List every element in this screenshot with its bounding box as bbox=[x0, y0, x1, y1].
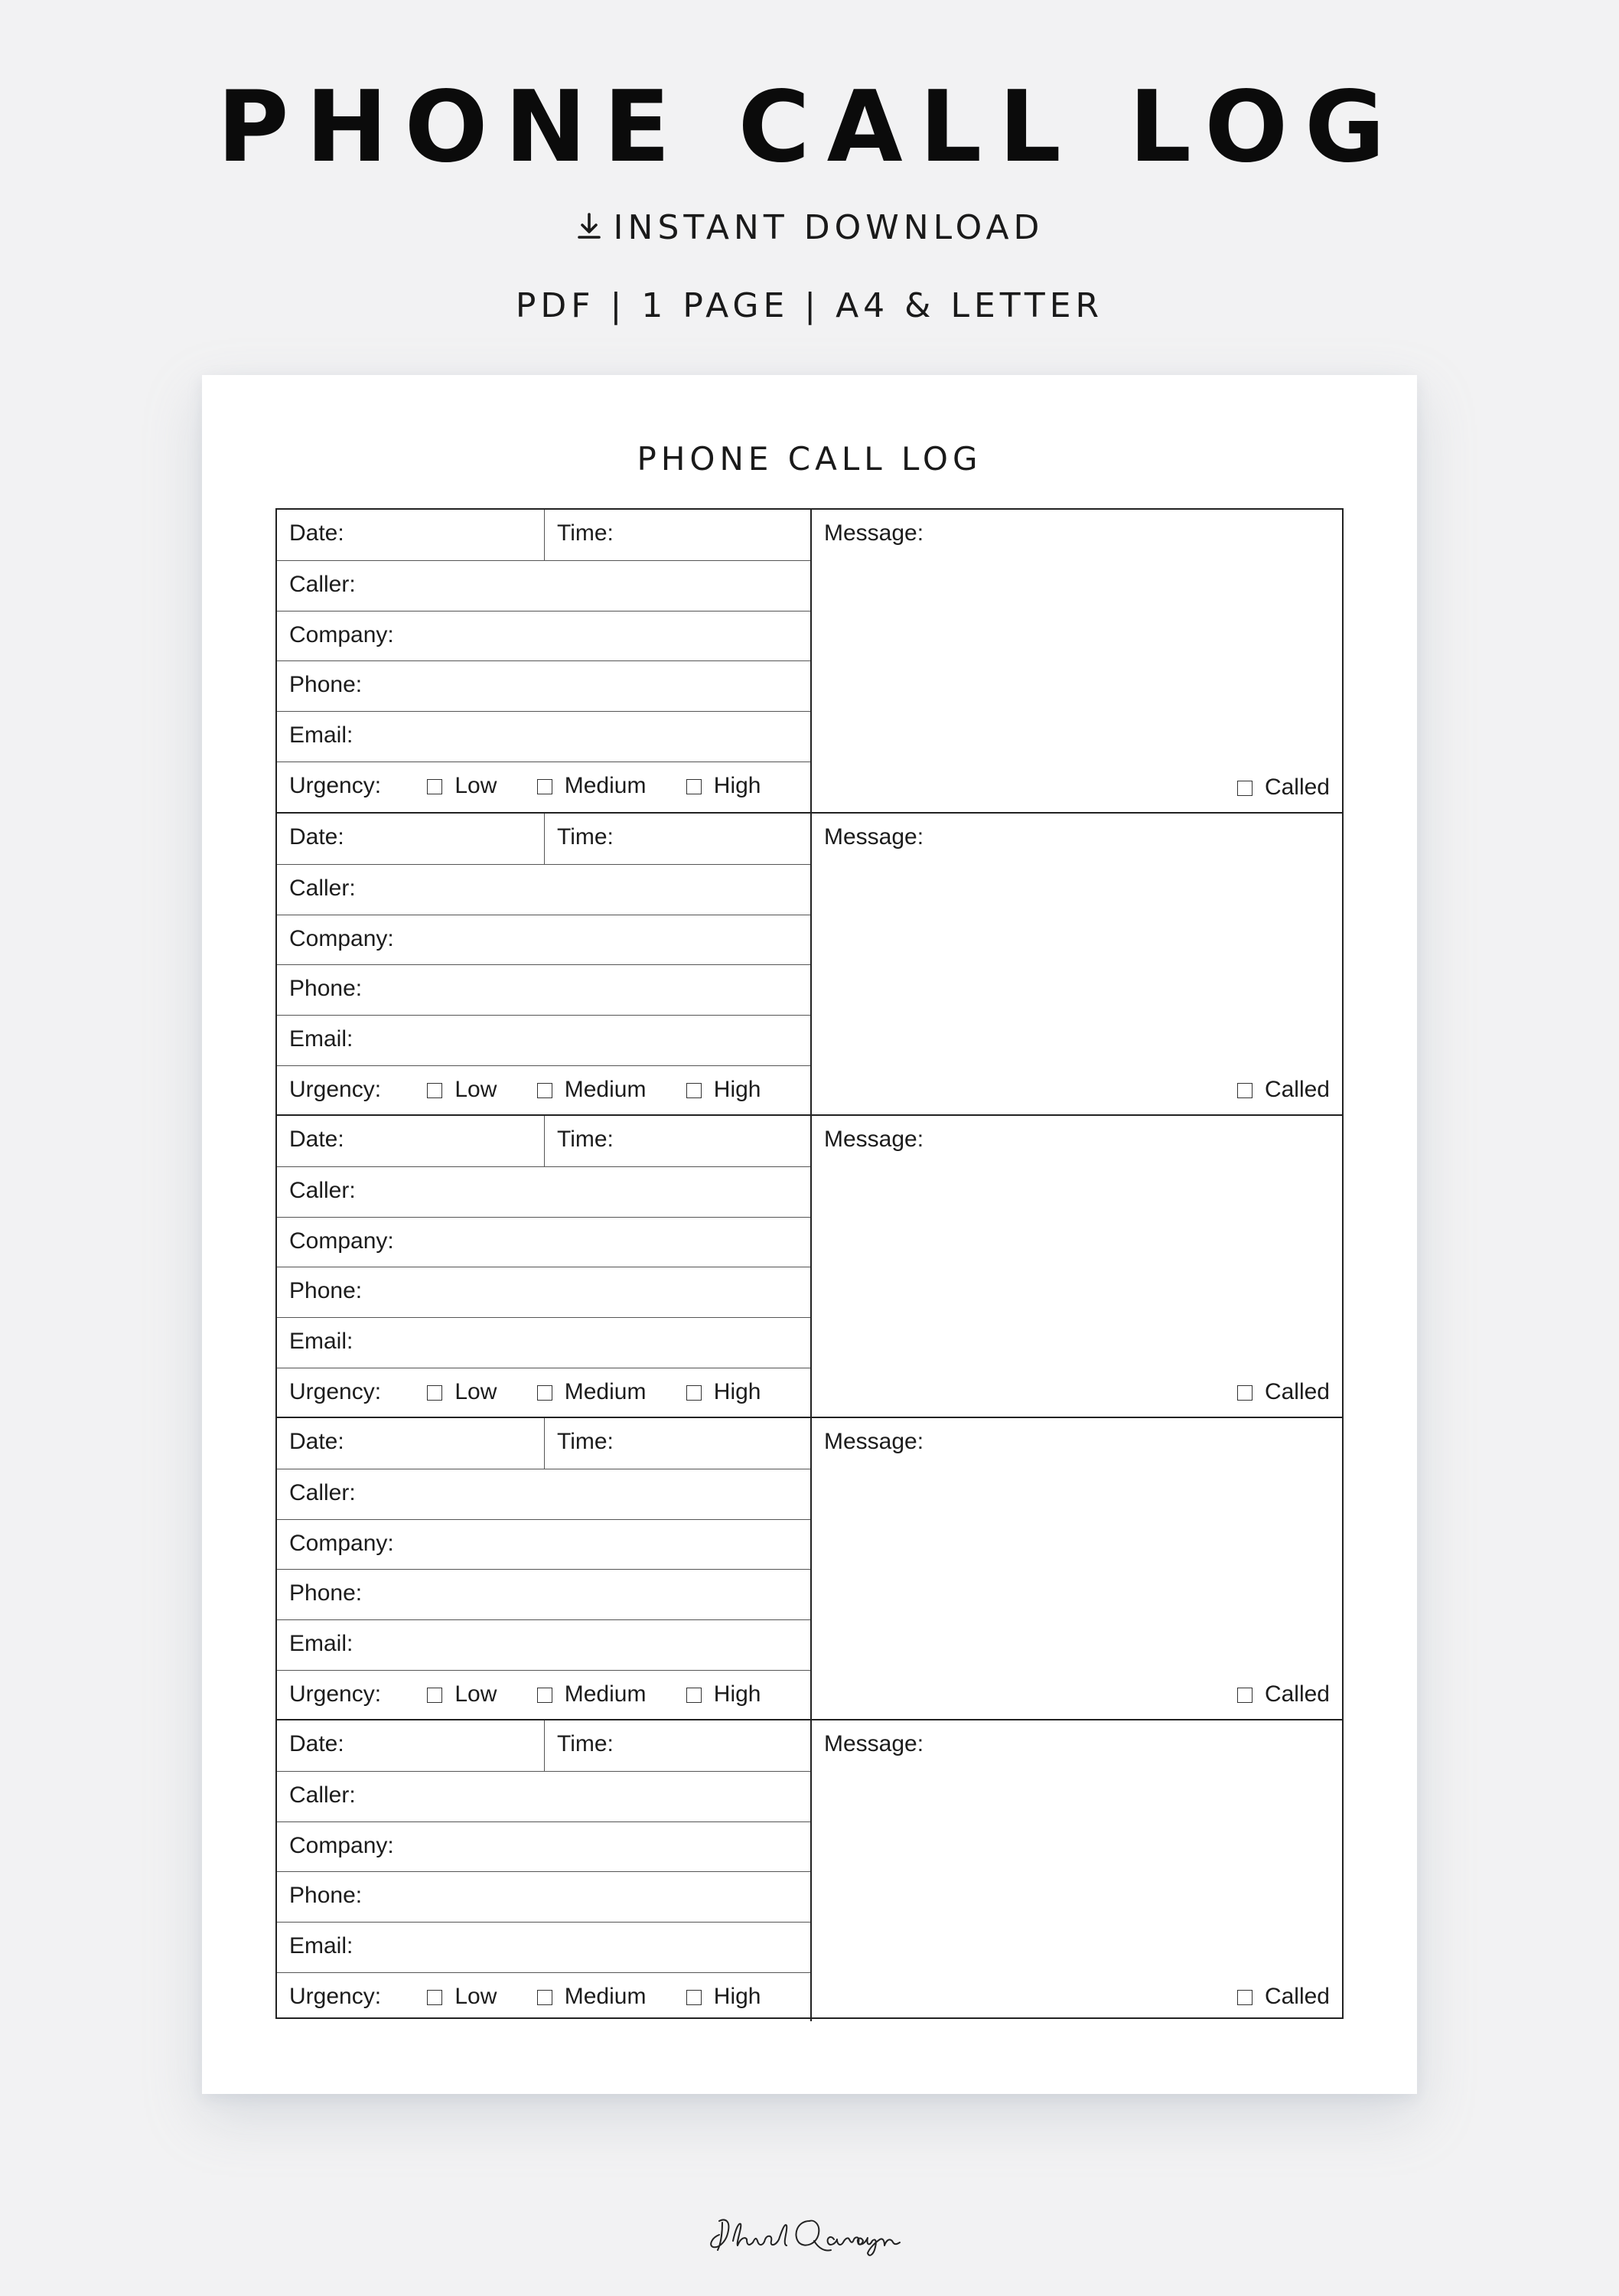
urgency-high-option[interactable]: High bbox=[686, 1973, 761, 2020]
caller-field[interactable]: Caller: bbox=[277, 1166, 810, 1217]
message-area[interactable] bbox=[810, 1116, 1342, 1417]
checkbox-icon[interactable] bbox=[1237, 781, 1253, 796]
caller-details bbox=[277, 1418, 810, 1719]
urgency-low-option[interactable]: Low bbox=[427, 1671, 497, 1718]
urgency-medium-option[interactable]: Medium bbox=[537, 1066, 647, 1114]
message-label: Message: bbox=[824, 1127, 924, 1152]
urgency-row bbox=[277, 1065, 810, 1116]
caller-field[interactable]: Caller: bbox=[277, 864, 810, 915]
called-option[interactable]: Called bbox=[1237, 1670, 1330, 1719]
checkbox-icon[interactable] bbox=[1237, 1990, 1253, 2005]
checkbox-icon[interactable] bbox=[537, 779, 552, 794]
company-field[interactable]: Company: bbox=[277, 915, 810, 965]
date-field[interactable]: Date: bbox=[277, 1720, 545, 1771]
caller-field[interactable]: Caller: bbox=[277, 1771, 810, 1821]
caller-details bbox=[277, 510, 810, 812]
urgency-high-option[interactable]: High bbox=[686, 1368, 761, 1416]
instant-download-line bbox=[0, 205, 1619, 251]
date-time-row bbox=[277, 1720, 810, 1771]
message-label: Message: bbox=[824, 824, 924, 850]
call-entry bbox=[277, 1417, 1342, 1719]
checkbox-icon[interactable] bbox=[537, 1688, 552, 1703]
signature-icon bbox=[702, 2204, 917, 2265]
date-time-row bbox=[277, 814, 810, 864]
checkbox-icon[interactable] bbox=[427, 1990, 442, 2005]
urgency-low-option[interactable]: Low bbox=[427, 1368, 497, 1416]
checkbox-icon[interactable] bbox=[427, 1688, 442, 1703]
page-title: PHONE CALL LOG bbox=[217, 70, 1402, 184]
call-entry bbox=[277, 510, 1342, 812]
date-field[interactable]: Date: bbox=[277, 1116, 545, 1166]
download-icon bbox=[575, 211, 603, 242]
urgency-high-option[interactable]: High bbox=[686, 1671, 761, 1718]
message-area[interactable] bbox=[810, 1418, 1342, 1719]
urgency-medium-option[interactable]: Medium bbox=[537, 1973, 647, 2020]
checkbox-icon[interactable] bbox=[1237, 1385, 1253, 1401]
message-label: Message: bbox=[824, 1429, 924, 1454]
phone-field[interactable]: Phone: bbox=[277, 1267, 810, 1317]
checkbox-icon[interactable] bbox=[537, 1990, 552, 2005]
checkbox-icon[interactable] bbox=[537, 1385, 552, 1401]
format-info: PDF | 1 PAGE | A4 & LETTER bbox=[515, 286, 1104, 325]
urgency-label: Urgency: bbox=[289, 1983, 382, 2009]
call-entry bbox=[277, 1719, 1342, 2021]
email-field[interactable]: Email: bbox=[277, 1317, 810, 1368]
urgency-label: Urgency: bbox=[289, 1076, 382, 1102]
urgency-label: Urgency: bbox=[289, 772, 382, 798]
time-field[interactable]: Time: bbox=[557, 1127, 614, 1152]
caller-details bbox=[277, 814, 810, 1114]
phone-field[interactable]: Phone: bbox=[277, 660, 810, 711]
checkbox-icon[interactable] bbox=[427, 779, 442, 794]
urgency-row bbox=[277, 762, 810, 812]
date-time-row bbox=[277, 1418, 810, 1469]
company-field[interactable]: Company: bbox=[277, 1217, 810, 1267]
checkbox-icon[interactable] bbox=[1237, 1688, 1253, 1703]
date-time-row bbox=[277, 510, 810, 560]
urgency-low-option[interactable]: Low bbox=[427, 1973, 497, 2020]
message-area[interactable] bbox=[810, 814, 1342, 1114]
caller-field[interactable]: Caller: bbox=[277, 560, 810, 611]
time-field[interactable]: Time: bbox=[557, 1429, 614, 1454]
email-field[interactable]: Email: bbox=[277, 1619, 810, 1670]
sheet-title: PHONE CALL LOG bbox=[637, 440, 982, 478]
phone-field[interactable]: Phone: bbox=[277, 1569, 810, 1619]
urgency-low-option[interactable]: Low bbox=[427, 762, 497, 810]
company-field[interactable]: Company: bbox=[277, 611, 810, 661]
message-label: Message: bbox=[824, 1731, 924, 1756]
urgency-medium-option[interactable]: Medium bbox=[537, 762, 647, 810]
date-field[interactable]: Date: bbox=[277, 814, 545, 864]
time-field[interactable]: Time: bbox=[557, 824, 614, 850]
email-field[interactable]: Email: bbox=[277, 1015, 810, 1065]
urgency-row bbox=[277, 1972, 810, 2023]
caller-details bbox=[277, 1720, 810, 2021]
email-field[interactable]: Email: bbox=[277, 1922, 810, 1972]
time-field[interactable]: Time: bbox=[557, 1731, 614, 1756]
urgency-label: Urgency: bbox=[289, 1681, 382, 1707]
called-option[interactable]: Called bbox=[1237, 763, 1330, 812]
company-field[interactable]: Company: bbox=[277, 1519, 810, 1570]
call-entry bbox=[277, 1114, 1342, 1417]
checkbox-icon[interactable] bbox=[686, 1990, 702, 2005]
urgency-row bbox=[277, 1368, 810, 1418]
signature-logo bbox=[0, 2204, 1619, 2265]
checkbox-icon[interactable] bbox=[686, 1083, 702, 1098]
time-field[interactable]: Time: bbox=[557, 520, 614, 546]
checkbox-icon[interactable] bbox=[537, 1083, 552, 1098]
printable-sheet bbox=[202, 375, 1417, 2094]
urgency-medium-option[interactable]: Medium bbox=[537, 1368, 647, 1416]
phone-field[interactable]: Phone: bbox=[277, 1871, 810, 1922]
message-area[interactable] bbox=[810, 510, 1342, 812]
phone-field[interactable]: Phone: bbox=[277, 964, 810, 1015]
urgency-high-option[interactable]: High bbox=[686, 1066, 761, 1114]
instant-download-text: INSTANT DOWNLOAD bbox=[613, 208, 1044, 247]
called-option[interactable]: Called bbox=[1237, 1065, 1330, 1114]
date-field[interactable]: Date: bbox=[277, 510, 545, 560]
call-entry bbox=[277, 812, 1342, 1114]
message-area[interactable] bbox=[810, 1720, 1342, 2021]
checkbox-icon[interactable] bbox=[686, 1385, 702, 1401]
date-field[interactable]: Date: bbox=[277, 1418, 545, 1469]
caller-field[interactable]: Caller: bbox=[277, 1469, 810, 1519]
called-option[interactable]: Called bbox=[1237, 1368, 1330, 1417]
checkbox-icon[interactable] bbox=[1237, 1083, 1253, 1098]
urgency-low-option[interactable]: Low bbox=[427, 1066, 497, 1114]
call-log-table bbox=[275, 508, 1344, 2019]
checkbox-icon[interactable] bbox=[686, 779, 702, 794]
called-option[interactable]: Called bbox=[1237, 1972, 1330, 2021]
checkbox-icon[interactable] bbox=[427, 1083, 442, 1098]
urgency-high-option[interactable]: High bbox=[686, 762, 761, 810]
message-label: Message: bbox=[824, 520, 924, 546]
company-field[interactable]: Company: bbox=[277, 1821, 810, 1872]
checkbox-icon[interactable] bbox=[686, 1688, 702, 1703]
urgency-medium-option[interactable]: Medium bbox=[537, 1671, 647, 1718]
caller-details bbox=[277, 1116, 810, 1417]
urgency-label: Urgency: bbox=[289, 1378, 382, 1404]
email-field[interactable]: Email: bbox=[277, 711, 810, 762]
date-time-row bbox=[277, 1116, 810, 1166]
urgency-row bbox=[277, 1670, 810, 1720]
checkbox-icon[interactable] bbox=[427, 1385, 442, 1401]
